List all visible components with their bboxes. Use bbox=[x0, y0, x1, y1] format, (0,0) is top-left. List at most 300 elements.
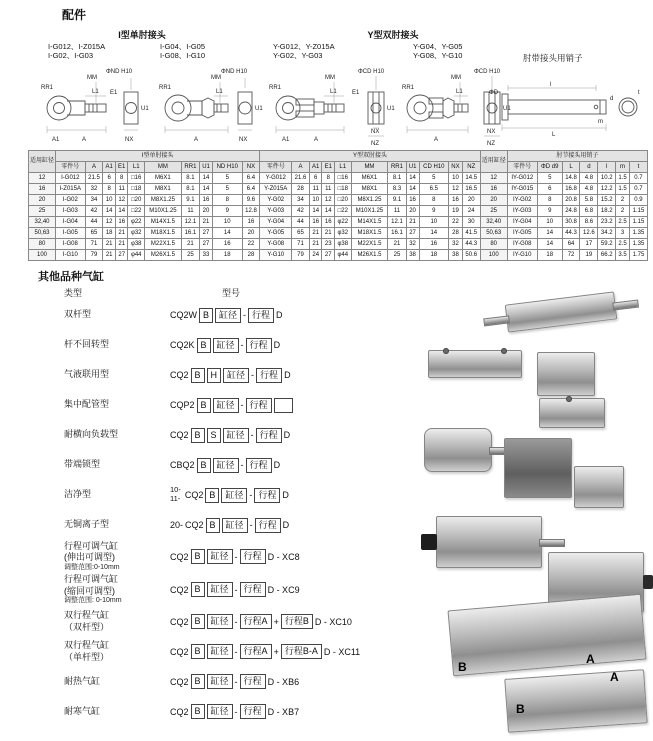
dim-label-l1: L1 bbox=[216, 89, 223, 95]
dim-label-a: A bbox=[314, 137, 319, 143]
table-cell: φ32 bbox=[335, 228, 351, 239]
dim-label-a: A bbox=[194, 137, 199, 143]
table-cell: 8 bbox=[115, 173, 128, 184]
table-cell: □16 bbox=[335, 173, 351, 184]
table-cell: M18X1.5 bbox=[351, 228, 388, 239]
model-segment: D bbox=[284, 370, 291, 380]
model-segment-box: B bbox=[191, 549, 205, 564]
model-segment: D - XC10 bbox=[314, 616, 352, 627]
i-joint-models-small: I-G012、I-Z015A I-G02、I-G03 bbox=[48, 42, 106, 61]
table-cell: 23 bbox=[322, 239, 335, 250]
drawing-i-joint-large bbox=[158, 64, 266, 148]
table-cell: 59.2 bbox=[598, 239, 616, 250]
cylinder-type-row bbox=[64, 301, 462, 329]
table-cell: 8.1 bbox=[181, 173, 199, 184]
type-label: 无铜离子型 bbox=[64, 519, 110, 530]
table-cell: 16 bbox=[115, 217, 128, 228]
table-cell: 27 bbox=[200, 239, 213, 250]
table-cell: IY-G05 bbox=[507, 228, 537, 239]
model-column-header: 型号 bbox=[222, 288, 241, 298]
column-header: l bbox=[598, 162, 616, 173]
model-segment-box: 行程 bbox=[246, 398, 272, 413]
stroke-a-label: A bbox=[610, 670, 619, 684]
model-segment-box: 缸径 bbox=[222, 518, 248, 533]
table-cell: 19 bbox=[449, 206, 463, 217]
model-segment: D bbox=[282, 520, 290, 530]
model-segment-box: 行程 bbox=[248, 308, 274, 323]
table-cell: 8 bbox=[213, 195, 243, 206]
table-cell: 1.35 bbox=[629, 239, 647, 250]
table-cell: 34 bbox=[85, 195, 103, 206]
dim-label-nz: NZ bbox=[371, 141, 379, 147]
table-cell: Y-G012 bbox=[260, 173, 292, 184]
model-segment: + bbox=[273, 616, 279, 627]
model-segment: 20- bbox=[170, 520, 184, 530]
type-label: 耐横向负载型 bbox=[64, 429, 119, 440]
model-segment-box: 缸径 bbox=[221, 488, 247, 503]
table-row bbox=[29, 206, 648, 217]
photo-compact-cylinder-block bbox=[537, 352, 595, 396]
dim-label-a1: A1 bbox=[52, 137, 60, 143]
table-cell: 28 bbox=[292, 184, 310, 195]
cylinder-type-row bbox=[64, 391, 462, 419]
drawing-pin bbox=[488, 78, 648, 138]
table-cell: 16 bbox=[200, 195, 213, 206]
y-joint-models-large: Y-G04、Y-G05 Y-G08、Y-G10 bbox=[413, 42, 463, 61]
table-cell: 16.8 bbox=[562, 184, 580, 195]
table-cell: 25 bbox=[388, 250, 406, 261]
table-cell: Y-G05 bbox=[260, 228, 292, 239]
model-designation bbox=[170, 704, 299, 719]
table-cell: 14.5 bbox=[462, 173, 480, 184]
table-cell: 32 bbox=[406, 239, 419, 250]
model-segment: CQ2 bbox=[170, 676, 189, 687]
column-header: E1 bbox=[322, 162, 335, 173]
accessories-table bbox=[28, 150, 648, 261]
table-cell: 20 bbox=[29, 195, 56, 206]
model-segment-box: S bbox=[207, 428, 221, 443]
table-cell: 12.6 bbox=[580, 228, 598, 239]
cylinder-type-row bbox=[64, 511, 462, 539]
model-segment: - bbox=[234, 676, 238, 687]
model-segment-box: B bbox=[197, 398, 211, 413]
table-cell: 6.4 bbox=[242, 184, 260, 195]
table-cell: I-Z015A bbox=[56, 184, 86, 195]
dim-label-t: t bbox=[638, 90, 640, 96]
model-segment-box: B bbox=[206, 518, 220, 533]
dim-label-a1: A1 bbox=[282, 137, 290, 143]
table-cell: 21 bbox=[406, 217, 419, 228]
adjust-range-note: 调整范围:0-10mm bbox=[64, 563, 120, 571]
table-cell: □22 bbox=[128, 206, 144, 217]
table-cell: 28 bbox=[449, 228, 463, 239]
model-segment-box: 缸径 bbox=[207, 614, 233, 629]
stroke-adjuster-cap bbox=[643, 575, 653, 589]
table-cell: 20 bbox=[462, 195, 480, 206]
model-segment-box: 缸径 bbox=[213, 458, 239, 473]
table-cell: 50,63 bbox=[29, 228, 56, 239]
dim-label-l1: L1 bbox=[330, 89, 337, 95]
table-cell: 20 bbox=[200, 206, 213, 217]
piston-rod bbox=[483, 315, 510, 326]
model-segment-box: B bbox=[191, 614, 205, 629]
table-cell: 22 bbox=[449, 217, 463, 228]
model-segment: - bbox=[243, 310, 247, 320]
type-label: 杆不回转型 bbox=[64, 339, 110, 350]
piston-rod bbox=[612, 300, 639, 311]
table-cell: M6X1 bbox=[144, 173, 181, 184]
dim-label-u1: U1 bbox=[255, 106, 263, 112]
cylinder-type-row bbox=[64, 541, 462, 572]
dim-label-nx: NX bbox=[371, 129, 380, 135]
column-header: CD H10 bbox=[419, 162, 449, 173]
dim-label-e1: E1 bbox=[110, 90, 118, 96]
photo-xc10-dual-stroke-cylinder bbox=[447, 594, 646, 677]
model-segment: D - XB7 bbox=[267, 706, 300, 717]
model-segment-box: B bbox=[191, 644, 205, 659]
model-segment: CBQ2 bbox=[170, 460, 195, 470]
cylinder-type-row bbox=[64, 481, 462, 509]
table-cell: 32 bbox=[449, 239, 463, 250]
table-cell: 30.8 bbox=[562, 217, 580, 228]
table-cell: □16 bbox=[128, 173, 144, 184]
dim-label-nx: NX bbox=[125, 137, 134, 143]
model-segment-box: 行程 bbox=[240, 704, 266, 719]
table-cell: Y-Z015A bbox=[260, 184, 292, 195]
table-cell: IY-G03 bbox=[507, 206, 537, 217]
column-header: ΦD d9 bbox=[537, 162, 562, 173]
table-row bbox=[29, 184, 648, 195]
model-segment-box: B bbox=[191, 704, 205, 719]
table-cell: 5.8 bbox=[580, 195, 598, 206]
table-cell: 44.3 bbox=[462, 239, 480, 250]
i-joint-models-large: I-G04、I-G05 I-G08、I-G10 bbox=[160, 42, 206, 61]
column-header: A bbox=[292, 162, 310, 173]
table-cell: M8X1.25 bbox=[351, 195, 388, 206]
model-segment: CQ2 bbox=[184, 490, 204, 500]
table-cell: φ38 bbox=[128, 239, 144, 250]
cylinder-type-row bbox=[64, 638, 462, 666]
dim-label-rr1: RR1 bbox=[41, 85, 54, 91]
table-cell: 14 bbox=[103, 206, 116, 217]
model-designation bbox=[170, 458, 280, 473]
table-cell: 8.3 bbox=[388, 184, 406, 195]
table-cell: 12.8 bbox=[242, 206, 260, 217]
dim-label-rr1: RR1 bbox=[159, 85, 172, 91]
type-label: 集中配管型 bbox=[64, 399, 110, 410]
model-designation bbox=[170, 582, 300, 597]
type-label: 行程可调气缸 (伸出可调型) 调整范围:0-10mm bbox=[64, 541, 170, 572]
dim-label-nd: ΦND H10 bbox=[221, 69, 248, 75]
table-cell: 21.5 bbox=[85, 173, 103, 184]
model-segment: D bbox=[282, 490, 289, 500]
table-cell: 14 bbox=[537, 239, 562, 250]
model-segment-box: 行程 bbox=[240, 674, 266, 689]
table-cell: 4.8 bbox=[580, 173, 598, 184]
table-cell: I-G08 bbox=[56, 239, 86, 250]
table-cell: 10 bbox=[449, 173, 463, 184]
dim-label-mm: MM bbox=[211, 75, 221, 81]
model-segment: CQ2 bbox=[185, 520, 204, 530]
model-segment-box: 缸径 bbox=[207, 549, 233, 564]
table-cell: 21 bbox=[309, 239, 322, 250]
table-cell: 12 bbox=[449, 184, 463, 195]
table-cell: M18X1.5 bbox=[144, 228, 181, 239]
table-cell: □18 bbox=[128, 184, 144, 195]
table-cell: 11 bbox=[115, 184, 128, 195]
table-cell: 34 bbox=[292, 195, 310, 206]
table-cell: □20 bbox=[335, 195, 351, 206]
column-header: U1 bbox=[406, 162, 419, 173]
table-cell: 20.8 bbox=[562, 195, 580, 206]
table-cell: 12 bbox=[29, 173, 56, 184]
table-cell: IY-G10 bbox=[507, 250, 537, 261]
cylinder-type-row bbox=[64, 361, 462, 389]
table-cell: 19 bbox=[580, 250, 598, 261]
model-designation bbox=[170, 486, 289, 503]
table-cell: 14 bbox=[406, 173, 419, 184]
table-cell: 32 bbox=[85, 184, 103, 195]
model-designation bbox=[170, 644, 360, 659]
model-segment: - bbox=[234, 646, 238, 657]
type-label: 耐寒气缸 bbox=[64, 705, 101, 716]
model-segment: D bbox=[283, 430, 291, 440]
table-cell: 9 bbox=[537, 206, 562, 217]
model-segment-box: 缸径 bbox=[207, 644, 233, 659]
column-header: MM bbox=[351, 162, 388, 173]
table-cell: 44 bbox=[85, 217, 103, 228]
photo-double-rod-cylinder bbox=[505, 291, 618, 332]
table-cell: 42 bbox=[292, 206, 310, 217]
table-cell: 71 bbox=[292, 239, 310, 250]
table-cell: 18 bbox=[103, 228, 116, 239]
i-joint-group-header: I型单肘接头 bbox=[56, 151, 260, 162]
model-segment-box: B bbox=[199, 308, 213, 323]
table-cell: 16 bbox=[309, 217, 322, 228]
dim-label-l: l bbox=[550, 82, 552, 88]
table-cell: 12.1 bbox=[388, 217, 406, 228]
table-cell: 14 bbox=[322, 206, 335, 217]
table-cell: 25 bbox=[480, 206, 507, 217]
dim-label-nz: NZ bbox=[487, 141, 495, 147]
model-segment: - bbox=[234, 706, 238, 717]
cylinder-type-row bbox=[64, 331, 462, 359]
table-cell: IY-G08 bbox=[507, 239, 537, 250]
table-cell: 11 bbox=[322, 184, 335, 195]
table-cell: 8 bbox=[537, 195, 562, 206]
table-cell: 16.5 bbox=[462, 184, 480, 195]
table-cell: 2.5 bbox=[616, 217, 630, 228]
table-cell: 21 bbox=[115, 239, 128, 250]
dim-label-rr1: RR1 bbox=[402, 85, 415, 91]
stroke-adjuster-knob bbox=[421, 534, 437, 550]
model-segment: D bbox=[273, 460, 281, 470]
table-cell: 9 bbox=[419, 206, 449, 217]
model-segment-box: 行程 bbox=[256, 428, 282, 443]
table-cell: 2 bbox=[616, 206, 630, 217]
table-cell: 22 bbox=[242, 239, 260, 250]
other-types-list bbox=[64, 301, 462, 728]
table-cell: 12.1 bbox=[181, 217, 199, 228]
table-cell: 4.8 bbox=[580, 184, 598, 195]
table-cell: 1.15 bbox=[629, 217, 647, 228]
table-cell: 6 bbox=[103, 173, 116, 184]
table-cell: φ44 bbox=[128, 250, 144, 261]
table-cell: 21 bbox=[388, 239, 406, 250]
table-cell: 20 bbox=[242, 228, 260, 239]
type-label: 行程可调气缸 (缩回可调型) 调整范围: 0-10mm bbox=[64, 574, 170, 605]
dim-label-a: A bbox=[434, 137, 439, 143]
table-cell: 5 bbox=[537, 173, 562, 184]
table-cell: 65 bbox=[292, 228, 310, 239]
model-segment: CQ2 bbox=[170, 646, 189, 657]
piston-rod bbox=[539, 539, 565, 547]
type-label: 带端锁型 bbox=[64, 459, 101, 470]
table-cell: 14 bbox=[200, 173, 213, 184]
table-cell: 5 bbox=[213, 184, 243, 195]
model-segment-box: B bbox=[191, 368, 205, 383]
drawing-y-joint-small bbox=[268, 64, 400, 148]
dim-label-d: d bbox=[610, 96, 614, 102]
model-segment-box: 行程 bbox=[246, 458, 272, 473]
table-cell: 6.5 bbox=[419, 184, 449, 195]
model-segment: CQ2 bbox=[170, 616, 189, 627]
type-label: 洁净型 bbox=[64, 489, 92, 500]
table-cell: 80 bbox=[480, 239, 507, 250]
column-header: MM bbox=[144, 162, 181, 173]
table-cell: 16 bbox=[449, 195, 463, 206]
photo-end-lock-cylinder-large bbox=[504, 438, 572, 498]
column-header: A bbox=[85, 162, 103, 173]
table-cell: 10 bbox=[419, 217, 449, 228]
table-cell: 12 bbox=[322, 195, 335, 206]
accessories-table-body bbox=[29, 173, 648, 261]
table-cell: φ22 bbox=[128, 217, 144, 228]
model-segment-box: 缸径 bbox=[207, 704, 233, 719]
table-cell: M26X1.5 bbox=[144, 250, 181, 261]
table-cell: 50,63 bbox=[480, 228, 507, 239]
model-segment-box: 缸径 bbox=[223, 368, 249, 383]
column-header: 零件号 bbox=[56, 162, 86, 173]
table-cell: 33 bbox=[200, 250, 213, 261]
model-segment: - bbox=[250, 430, 254, 440]
model-segment-box: 行程A bbox=[240, 614, 272, 629]
dim-label-mm: MM bbox=[451, 75, 461, 81]
table-cell: 8 bbox=[103, 184, 116, 195]
model-designation bbox=[170, 549, 300, 564]
table-cell: 50.6 bbox=[462, 250, 480, 261]
table-cell: 3 bbox=[616, 228, 630, 239]
column-header: L bbox=[562, 162, 580, 173]
section-title-other-cylinders: 其他品种气缸 bbox=[38, 271, 104, 283]
column-header: RR1 bbox=[181, 162, 199, 173]
table-cell: 16 bbox=[322, 217, 335, 228]
model-segment: CQP2 bbox=[170, 400, 195, 410]
model-segment-box: 缸径 bbox=[213, 398, 239, 413]
column-header: E1 bbox=[115, 162, 128, 173]
model-designation bbox=[170, 398, 293, 413]
table-cell: 8 bbox=[322, 173, 335, 184]
table-cell: 0.7 bbox=[629, 184, 647, 195]
table-cell: M10X1.25 bbox=[144, 206, 181, 217]
table-cell: 10 bbox=[537, 217, 562, 228]
dim-label-L: L bbox=[552, 132, 556, 138]
model-segment: CQ2K bbox=[170, 340, 195, 350]
table-cell: I-G02 bbox=[56, 195, 86, 206]
table-cell: 21 bbox=[322, 228, 335, 239]
model-designation bbox=[170, 338, 280, 353]
table-cell: 14 bbox=[200, 184, 213, 195]
model-segment: D - XC9 bbox=[267, 584, 300, 595]
model-segment-box: H bbox=[207, 368, 222, 383]
table-cell: 24 bbox=[309, 250, 322, 261]
table-cell: Y-G10 bbox=[260, 250, 292, 261]
cylinder-type-row bbox=[64, 698, 462, 726]
table-cell: IY-G015 bbox=[507, 184, 537, 195]
model-segment-box: 缸径 bbox=[213, 338, 239, 353]
table-cell: φ38 bbox=[335, 239, 351, 250]
port bbox=[566, 396, 572, 402]
table-cell: 0.7 bbox=[629, 173, 647, 184]
model-designation bbox=[170, 518, 289, 533]
column-header: RR1 bbox=[388, 162, 406, 173]
port bbox=[443, 348, 449, 354]
table-cell: 8.6 bbox=[580, 217, 598, 228]
column-header: t bbox=[629, 162, 647, 173]
table-cell: 16.1 bbox=[181, 228, 199, 239]
table-cell: 25 bbox=[181, 250, 199, 261]
cylinder-type-row bbox=[64, 608, 462, 636]
model-segment-box: B bbox=[197, 458, 211, 473]
table-cell: 16 bbox=[213, 239, 243, 250]
table-cell: 21 bbox=[200, 217, 213, 228]
table-cell: 8 bbox=[419, 195, 449, 206]
table-cell: φ32 bbox=[128, 228, 144, 239]
dim-label-u1: U1 bbox=[387, 106, 395, 112]
table-cell: 11 bbox=[309, 184, 322, 195]
dim-label-u1: U1 bbox=[141, 106, 149, 112]
model-segment-box: B bbox=[197, 338, 211, 353]
model-segment-box: B bbox=[191, 428, 205, 443]
table-cell: 38 bbox=[449, 250, 463, 261]
photo-xc11-dual-stroke-cylinder bbox=[504, 669, 647, 733]
table-cell: 3.5 bbox=[616, 250, 630, 261]
table-cell: 21.6 bbox=[292, 173, 310, 184]
table-cell: □18 bbox=[335, 184, 351, 195]
table-row bbox=[29, 239, 648, 250]
dim-label-cd: ΦCD H10 bbox=[474, 69, 501, 75]
table-cell: 17 bbox=[580, 239, 598, 250]
dim-label-rr1: RR1 bbox=[269, 85, 282, 91]
table-cell: □20 bbox=[128, 195, 144, 206]
model-segment: CQ2 bbox=[170, 706, 189, 717]
table-cell: 14.8 bbox=[562, 173, 580, 184]
drawing-i-joint-small bbox=[40, 64, 155, 148]
table-cell: 21 bbox=[103, 250, 116, 261]
table-cell: I-G10 bbox=[56, 250, 86, 261]
table-cell: 41.5 bbox=[462, 228, 480, 239]
table-cell: 6.8 bbox=[580, 206, 598, 217]
table-cell: 14 bbox=[419, 228, 449, 239]
table-cell: 18 bbox=[419, 250, 449, 261]
dim-label-cd: ΦCD H10 bbox=[358, 69, 385, 75]
table-cell: M14X1.5 bbox=[144, 217, 181, 228]
y-joint-heading: Y型双肘接头 bbox=[367, 30, 419, 40]
table-cell: I-G05 bbox=[56, 228, 86, 239]
model-designation bbox=[170, 308, 283, 323]
model-segment: D - XB6 bbox=[267, 676, 300, 687]
column-header: NZ bbox=[462, 162, 480, 173]
